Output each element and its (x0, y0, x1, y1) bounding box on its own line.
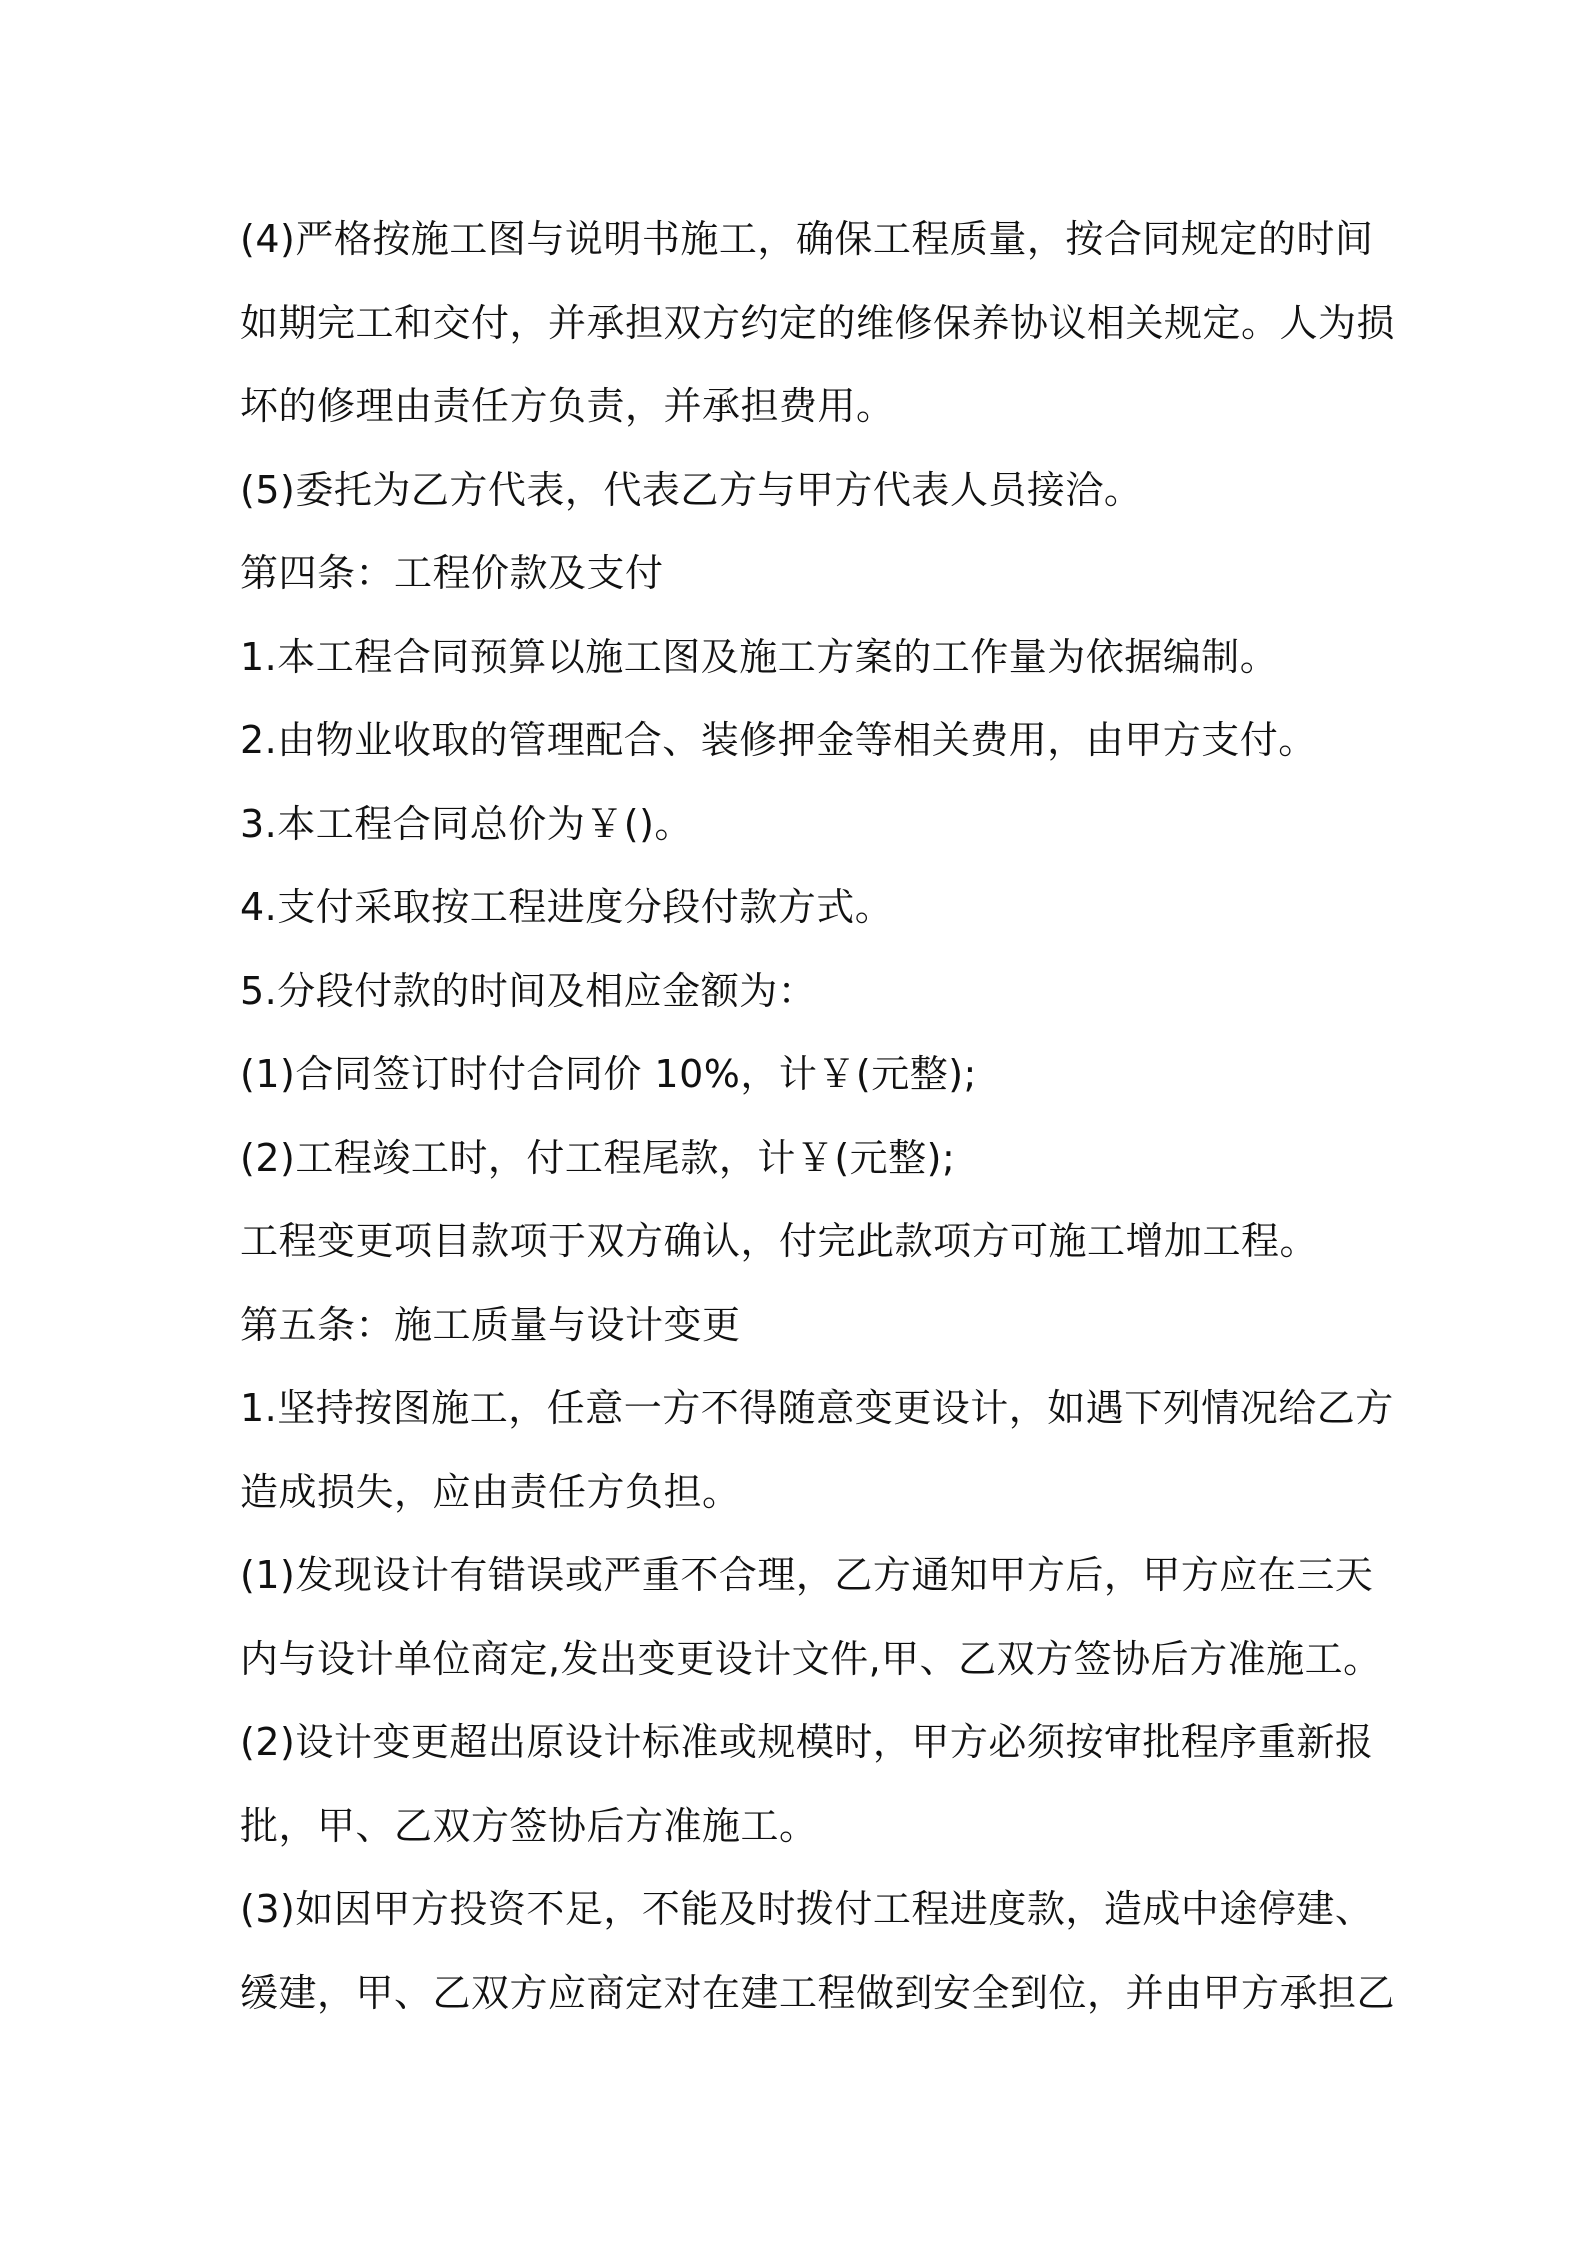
text-line-article-4-item-2: 2.由物业收取的管理配合、装修押金等相关费用，由甲方支付。 (240, 718, 1317, 762)
text-line-clause-4-item-4-line-2: 如期完工和交付，并承担双方约定的维修保养协议相关规定。人为损 (240, 300, 1396, 345)
text-line-payment-stage-1: (1)合同签订时付合同价 10%，计￥(元整); (240, 1052, 977, 1096)
text-line-article-5-sub-3-line-1: (3)如因甲方投资不足，不能及时拨付工程进度款，造成中途停建、 (240, 1887, 1374, 1931)
text-line-article-5-item-1-line-2: 造成损失，应由责任方负担。 (240, 1469, 741, 1514)
text-line-article-4-item-3: 3.本工程合同总价为￥()。 (240, 801, 693, 846)
text-line-article-4-item-1: 1.本工程合同预算以施工图及施工方案的工作量为依据编制。 (240, 634, 1279, 679)
text-line-article-5-sub-2-line-2: 批，甲、乙双方签协后方准施工。 (240, 1803, 818, 1848)
text-line-change-payment: 工程变更项目款项于双方确认，付完此款项方可施工增加工程。 (240, 1219, 1319, 1263)
text-line-article-4-item-5: 5.分段付款的时间及相应金额为： (240, 968, 817, 1013)
text-line-article-5-sub-1-line-2: 内与设计单位商定,发出变更设计文件,甲、乙双方签协后方准施工。 (240, 1636, 1382, 1681)
section-heading-article-5: 第五条：施工质量与设计变更 (240, 1302, 741, 1347)
text-line-item-5-representative: (5)委托为乙方代表，代表乙方与甲方代表人员接洽。 (240, 467, 1143, 512)
text-line-clause-4-item-4-line-1: (4)严格按施工图与说明书施工，确保工程质量，按合同规定的时间 (240, 217, 1374, 261)
text-line-article-5-sub-3-line-2: 缓建，甲、乙双方应商定对在建工程做到安全到位，并由甲方承担乙 (240, 1970, 1396, 2015)
text-line-article-5-sub-1-line-1: (1)发现设计有错误或严重不合理，乙方通知甲方后，甲方应在三天 (240, 1553, 1374, 1597)
document-body (240, 198, 1396, 2035)
text-line-article-5-sub-2-line-1: (2)设计变更超出原设计标准或规模时，甲方必须按审批程序重新报 (240, 1720, 1374, 1764)
section-heading-article-4: 第四条：工程价款及支付 (240, 551, 664, 595)
text-line-clause-4-item-4-line-3: 坏的修理由责任方负责，并承担费用。 (240, 384, 895, 428)
text-line-payment-stage-2: (2)工程竣工时，付工程尾款，计￥(元整); (240, 1135, 956, 1180)
text-line-article-5-item-1-line-1: 1.坚持按图施工，任意一方不得随意变更设计，如遇下列情况给乙方 (240, 1386, 1394, 1430)
text-line-article-4-item-4: 4.支付采取按工程进度分段付款方式。 (240, 885, 894, 929)
